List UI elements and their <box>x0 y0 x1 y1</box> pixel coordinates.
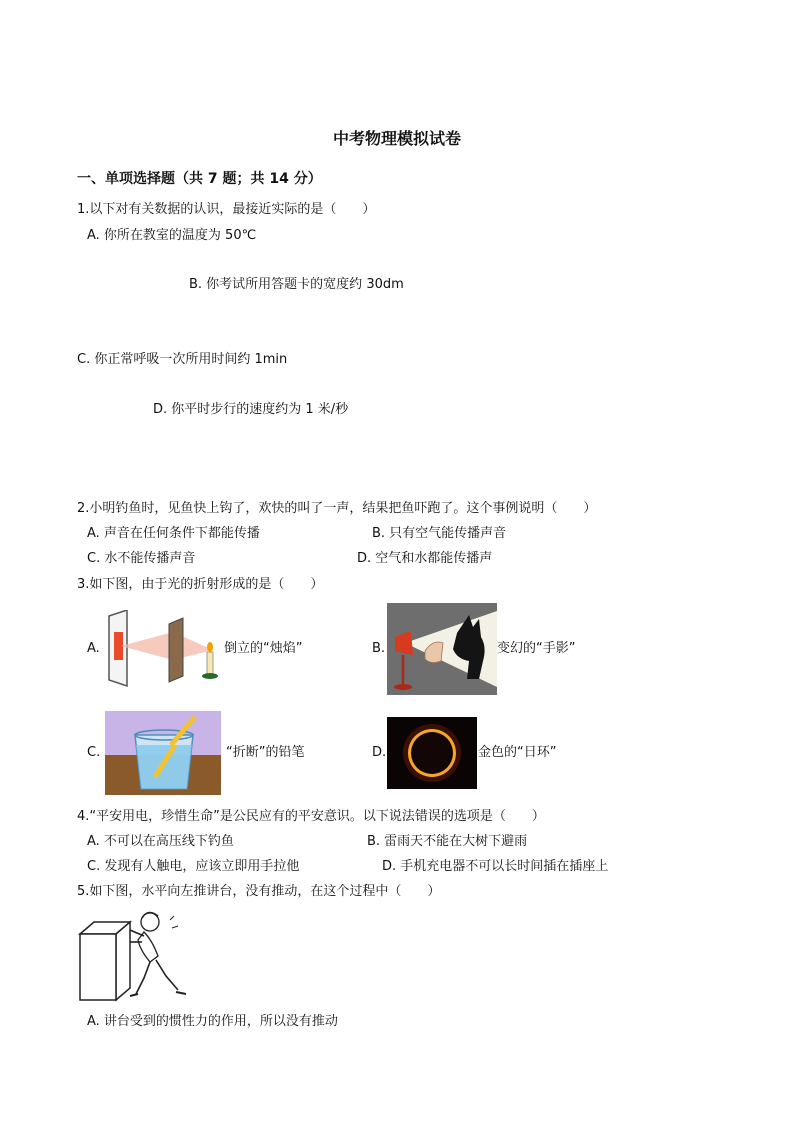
hand-shadow-figure <box>387 603 497 695</box>
question-2-option-b: B. 只有空气能传播声音 <box>372 526 507 541</box>
question-2-stem: 2.小明钓鱼时，见鱼快上钩了，欢快的叫了一声，结果把鱼吓跑了。这个事例说明（ ） <box>77 501 597 516</box>
question-3-option-a-letter: A. <box>87 641 100 656</box>
question-5-option-a: A. 讲台受到的惯性力的作用，所以没有推动 <box>87 1014 338 1029</box>
question-1-stem: 1.以下对有关数据的认识，最接近实际的是（ ） <box>77 202 376 217</box>
question-1-option-a: A. 你所在教室的温度为 50℃ <box>87 228 257 243</box>
question-1-option-c: C. 你正常呼吸一次所用时间约 1min <box>77 352 288 367</box>
question-4-option-d: D. 手机充电器不可以长时间插在插座上 <box>382 859 609 874</box>
question-4-option-a: A. 不可以在高压线下钓鱼 <box>87 834 234 849</box>
question-4-option-c: C. 发现有人触电，应该立即用手拉他 <box>87 859 300 874</box>
question-2-option-d: D. 空气和水都能传播声 <box>357 551 493 566</box>
question-3-stem: 3.如下图，由于光的折射形成的是（ ） <box>77 577 324 592</box>
question-3-option-b-letter: B. <box>372 641 386 656</box>
question-3-option-d-letter: D. <box>372 745 387 760</box>
question-3-option-c-letter: C. <box>87 745 101 760</box>
question-1-option-b: B. 你考试所用答题卡的宽度约 30dm <box>189 277 404 292</box>
question-1-option-d: D. 你平时步行的速度约为 1 米/秒 <box>153 402 349 417</box>
question-5-stem: 5.如下图，水平向左推讲台，没有推动，在这个过程中（ ） <box>77 884 441 899</box>
bent-pencil-figure <box>105 711 221 795</box>
question-4-stem: 4.“平安用电，珍惜生命”是公民应有的平安意识。以下说法错误的选项是（ ） <box>77 809 545 824</box>
question-4-option-b: B. 雷雨天不能在大树下避雨 <box>367 834 528 849</box>
question-2-option-a: A. 声音在任何条件下都能传播 <box>87 526 260 541</box>
question-3-option-a-caption: 倒立的“烛焰” <box>224 641 303 656</box>
question-2-option-c: C. 水不能传播声音 <box>87 551 196 566</box>
section-heading: 一、单项选择题（共 7 题；共 14 分） <box>77 171 322 187</box>
question-3-option-b-caption: 变幻的“手影” <box>497 641 576 656</box>
question-3-option-c-caption: “折断”的铅笔 <box>226 745 305 760</box>
annular-eclipse-figure <box>387 717 477 789</box>
question-3-option-d-caption: 金色的“日环” <box>478 745 557 760</box>
pushing-podium-figure <box>78 906 190 1002</box>
page-title: 中考物理模拟试卷 <box>332 129 461 148</box>
pinhole-camera-figure <box>103 610 223 690</box>
